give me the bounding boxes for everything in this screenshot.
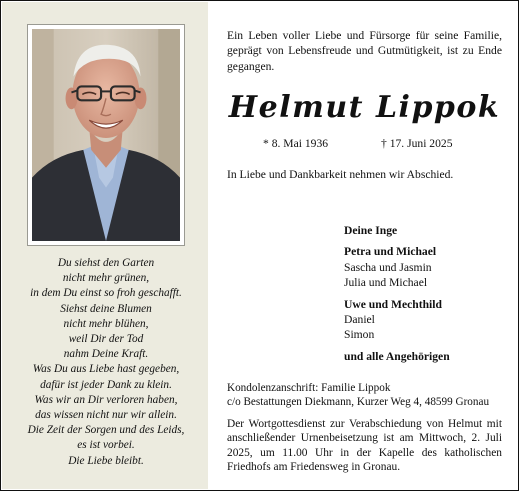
deceased-name: Helmut Lippok [228, 90, 501, 125]
condolence-line: Kondolenzanschrift: Familie Lippok [227, 382, 391, 394]
mourning-line: In Liebe und Dankbarkeit nehmen wir Abschied. [227, 168, 454, 181]
poem-line: das wissen nicht nur wir allein. [35, 409, 177, 422]
portrait-frame [27, 24, 185, 246]
mourner-wife: Deine Inge [344, 224, 398, 237]
poem-line: Die Liebe bleibt. [68, 454, 144, 467]
poem-line: nicht mehr grünen, [62, 272, 150, 285]
birth-date: * 8. Mai 1936 [263, 137, 329, 150]
poem-line: Du siehst den Garten [57, 257, 155, 269]
mourner-group-head: Petra und Michael [344, 245, 437, 259]
poem-line: weil Dir der Tod [68, 333, 144, 346]
poem-line: Siehst deine Blumen [60, 302, 152, 315]
condolence-line: c/o Bestattungen Diekmann, Kurzer Weg 4, 48599 Gronau [227, 396, 490, 408]
poem-line: Was wir an Dir verloren haben, [34, 393, 178, 406]
service-info: Der Wortgottesdienst zur Verabschiedung von Helmut mit anschließender Urnenbeisetzung ist am Mittwoch, 2. Juli 2025, um 11.00 Uhr in der Kapelle des katholischen Friedhofs am Friedensweg in Gronau. [227, 418, 502, 474]
intro-text: Ein Leben voller Liebe und Fürsorge für seine Familie, geprägt von Lebensfreude und Gutmütigkeit, ist zu Ende gegangen. [227, 29, 502, 73]
poem-line: Was Du aus Liebe hast gegeben, [32, 363, 180, 376]
poem-line: in dem Du einst so froh geschafft. [30, 287, 182, 300]
memorial-poem [6, 256, 206, 469]
mourner-member: Daniel [344, 313, 375, 327]
poem-line: nicht mehr blühen, [63, 317, 149, 330]
death-date: † 17. Juni 2025 [381, 137, 453, 150]
mourner-member: Sascha und Jasmin [344, 260, 432, 274]
mourners-list [344, 223, 450, 364]
portrait-photo [32, 29, 180, 241]
condolence-address [227, 381, 489, 409]
mourner-member: Simon [344, 328, 375, 342]
poem-line: Die Zeit der Sorgen und des Leids, [27, 424, 185, 437]
poem-line: nahm Deine Kraft. [63, 348, 149, 361]
mourner-group-head: Uwe und Mechthild [344, 297, 442, 311]
life-dates [263, 137, 453, 150]
mourner-member: Julia und Michael [344, 276, 428, 290]
left-panel [2, 2, 208, 489]
poem-line: dafür ist jeder Dank zu klein. [40, 378, 172, 391]
poem-line: es ist vorbei. [77, 439, 135, 452]
mourner-closing: und alle Angehörigen [344, 349, 450, 363]
